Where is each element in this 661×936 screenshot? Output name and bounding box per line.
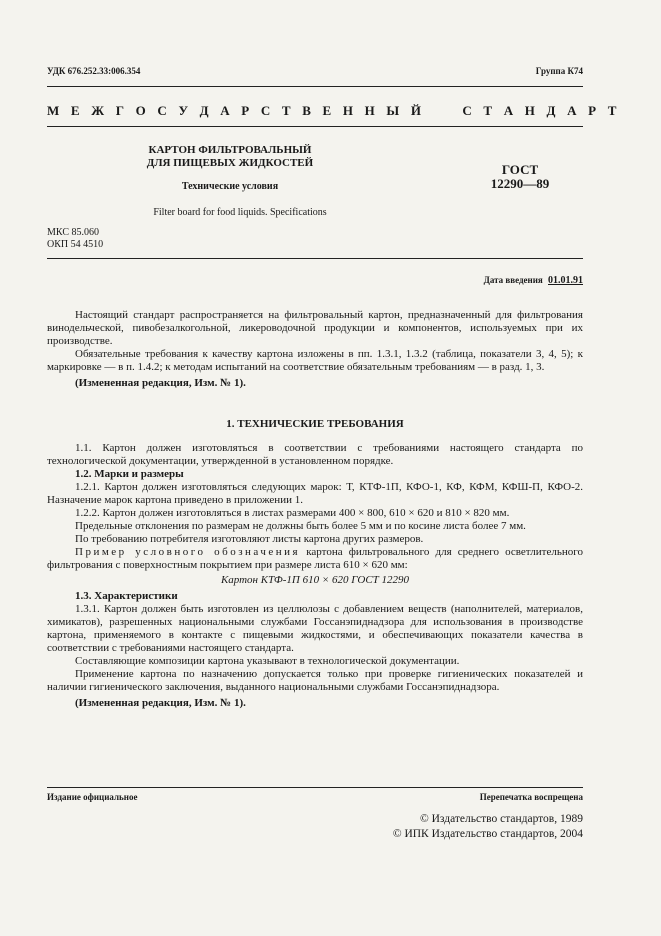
english-title: Filter board for food liquids. Specifications: [153, 207, 327, 218]
clause-1-2-heading: 1.2. Марки и размеры: [75, 468, 184, 480]
classification-codes: [47, 227, 103, 251]
intro-date-label: Дата введения: [483, 275, 543, 285]
deviation-paragraph: Предельные отклонения по размерам не должны быть более 5 мм и по косине листа более 7 мм.: [75, 520, 526, 532]
example-paragraph: [47, 546, 583, 572]
title-line-2: ДЛЯ ПИЩЕВЫХ ЖИДКОСТЕЙ: [146, 157, 314, 169]
body-intro: [47, 309, 583, 390]
copyright-2004: © ИПК Издательство стандартов, 2004: [392, 828, 583, 840]
footer-rule: [47, 787, 583, 788]
reprint-notice: Перепечатка воспрещена: [479, 792, 583, 802]
revision-note-1: (Измененная редакция, Изм. № 1).: [75, 377, 246, 389]
example-rest: картона фильтровального для среднего осветлительного фильтрования с поверхностным покрытием при размере листа 610 × 620 мм:: [47, 546, 584, 571]
title-block: [130, 144, 330, 170]
revision-note-2: (Измененная редакция, Изм. № 1).: [75, 697, 246, 709]
intro-paragraph-2: Обязательные требования к качеству картона изложены в пп. 1.3.1, 1.3.2 (таблица, показатели 3, 4, 5); к маркировке — в п. 1.4.2; к методам испытаний на соответствие обязательным требованиям — в разд. 1, 3.: [47, 348, 583, 373]
composition-paragraph: Составляющие композиции картона указывают в технологической документации.: [75, 655, 460, 667]
use-paragraph: Применение картона по назначению допускается только при проверке гигиенических показателей и наличии гигиенического заключения, выданного национальными службами Госсанэпиднадзора.: [47, 668, 583, 693]
title-line-1: КАРТОН ФИЛЬТРОВАЛЬНЫЙ: [148, 144, 312, 156]
clause-1-3-heading: 1.3. Характеристики: [75, 590, 178, 602]
clause-1-2-2: 1.2.2. Картон должен изготовляться в листах размерами 400 × 800, 610 × 620 и 810 × 820 мм.: [75, 507, 510, 519]
udk-code: УДК 676.252.33:006.354: [47, 66, 141, 76]
example-lead: Пример условного обозначения: [75, 546, 301, 558]
copyright-1989: © Издательство стандартов, 1989: [419, 813, 583, 825]
clause-1-1: 1.1. Картон должен изготовляться в соответствии с требованиями настоящего стандарта по технологической документации, утвержденной в установленном порядке.: [47, 442, 583, 467]
intro-date-value: 01.01.91: [548, 275, 583, 286]
group-code: Группа К74: [535, 66, 583, 76]
gost-number: 12290—89: [490, 176, 550, 191]
section-1-heading: 1. ТЕХНИЧЕСКИЕ ТРЕБОВАНИЯ: [226, 418, 404, 430]
example-designation: Картон КТФ-1П 610 × 620 ГОСТ 12290: [220, 574, 410, 586]
codes-rule: [47, 258, 583, 259]
standard-banner: М Е Ж Г О С У Д А Р С Т В Е Н Н Ы Й С Т А Н Д А Р Т: [47, 103, 621, 118]
clause-1-3-1: 1.3.1. Картон должен быть изготовлен из целлюлозы с добавлением веществ (наполнителей, материалов, химикатов), разрешенных национальными службами Госсанэпиднадзора для использования в производстве картона, применяемого в контакте с пищевыми жидкостями, и обеспечивающих показатели качества в соответствии с требованиями настоящего стандарта.: [47, 603, 583, 654]
clause-1-2-1: 1.2.1. Картон должен изготовляться следующих марок: Т, КТФ-1П, КФО-1, КФ, КФМ, КФШ-П, КФО-2. Назначение марок картона приведено в приложении 1.: [47, 481, 583, 506]
intro-date: [484, 275, 583, 286]
customer-paragraph: По требованию потребителя изготовляют листы картона других размеров.: [75, 533, 424, 545]
intro-paragraph-1: Настоящий стандарт распространяется на фильтровальный картон, предназначенный для фильтрования винодельческой, пивобезалкогольной, ликероводочной продукции и компонентов, используемых при их производстве.: [47, 309, 583, 347]
top-rule: [47, 86, 583, 87]
mks-code: МКС 85.060: [47, 227, 99, 238]
official-edition: Издание официальное: [47, 792, 138, 802]
banner-rule: [47, 126, 583, 127]
section-1-body: [47, 442, 583, 710]
gost-label: ГОСТ: [501, 162, 539, 177]
subtitle: Технические условия: [181, 181, 279, 192]
gost-designation: [480, 163, 560, 191]
okp-code: ОКП 54 4510: [47, 239, 104, 250]
copyright-block: [393, 812, 583, 842]
